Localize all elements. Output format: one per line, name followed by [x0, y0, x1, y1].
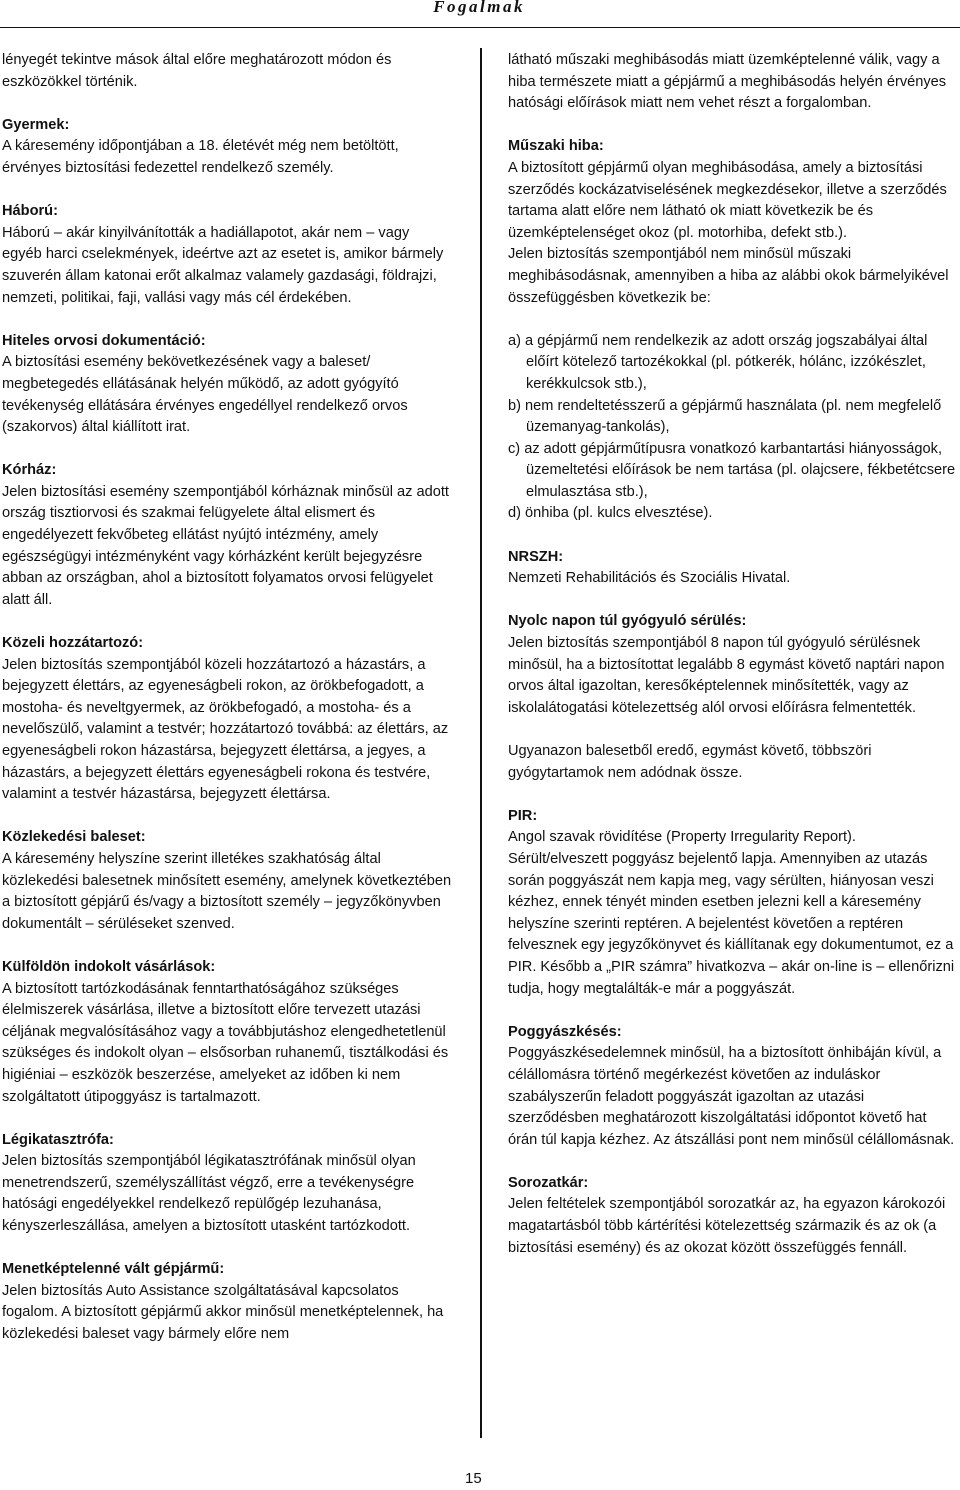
- continued-paragraph: [508, 50, 958, 115]
- definition-heading: Sorozatkár:: [508, 1174, 589, 1191]
- definition-heading: Kórház:: [2, 462, 57, 479]
- definition-text: Jelen biztosítás Auto Assistance szolgáltatásával kapcsolatos fogalom. A biztosított gépjármű akkor minősül menetképtelennek, ha közlekedési baleset vagy bármely előre nem: [2, 1282, 444, 1343]
- definition-heading: Közeli hozzátartozó:: [2, 635, 144, 652]
- definition-text: Ugyanazon balesetből eredő, egymást követő, többszöri gyógytartamok nem adódnak össze.: [508, 743, 872, 781]
- list-item: d) önhiba (pl. kulcs elvesztése).: [508, 505, 713, 522]
- definition-text: A biztosított gépjármű olyan meghibásodása, amely a biztosítási szerződés kockázatviselésének megkezdésekor, illetve a szerződés tartama alatt előre nem látható ok miatt következik be és üzemképtelenséget okoz (pl. motorhiba, defekt stb.).: [508, 159, 947, 241]
- left-column: [2, 50, 452, 1367]
- list-item: b) nem rendeltetésszerű a gépjármű használata (pl. nem megfelelő üzemanyag-tankolás),: [508, 397, 942, 436]
- exclusion-list-section: [508, 331, 958, 525]
- definition-heading: Hiteles orvosi dokumentáció:: [2, 332, 206, 349]
- definition-text: Nemzeti Rehabilitációs és Szociális Hivatal.: [508, 570, 791, 587]
- definition-heading: Műszaki hiba:: [508, 138, 604, 155]
- definition-pir: [508, 806, 958, 1000]
- definition-heading: Gyermek:: [2, 116, 70, 133]
- definition-haboru: [2, 201, 452, 309]
- definition-text: A káresemény helyszíne szerint illetékes szakhatóság által közlekedési balesetnek minősített esemény, amelynek következtében a biztosított gépjárű és/vagy a biztosított személy – jegyzőkönyvben dokumentált – sérüléseket szenved.: [2, 850, 452, 932]
- definition-text: Jelen biztosítás szempontjából 8 napon túl gyógyuló sérülésnek minősül, ha a biztosítottat legalább 8 egymást követő naptári napon orvos által igazoltan, keresőképtelennek minősítették, vagy az iskolalátogatási kötelezettség alól orvosi előírásra felmentették.: [508, 635, 945, 716]
- column-divider: [480, 48, 482, 1438]
- definition-legikatasztrofa: [2, 1130, 452, 1238]
- definition-muszaki-hiba: [508, 136, 958, 309]
- right-column: [508, 50, 958, 1281]
- definition-kozeli-hozzatartozo: [2, 633, 452, 806]
- definition-heading: Légikatasztrófa:: [2, 1131, 114, 1148]
- definition-text: Jelen biztosítás szempontjából légikatasztrófának minősül olyan menetrendszerű, személyszállítást végző, erre a tevékenységre hatósági engedélyekkel rendelkező repülőgép lezuhanása, kényszerleszállása, amelyen a biztosított utasként tartózkodott.: [2, 1153, 416, 1235]
- definition-nyolc-napon-tul: [508, 611, 958, 719]
- definition-text: Angol szavak rövidítése (Property Irregularity Report). Sérült/elveszett poggyász bejelentő lapja. Amennyiben az utazás során poggyászát nem kapja meg, vagy sérülten, hiányosan veszi kézhez, ennek tényét minden esetben jelezni kell a káresemény helyszíne szerinti reptéren. A bejelentést követően a reptéren felvesznek egy jegyzőkönyvet és kiállítanak egy dokumentumot, ez a PIR. Később a „PIR számra” hivatkozva – akár on-line is – ellenőrizni tudja, hogy megtalálták-e már a poggyászát.: [508, 829, 955, 997]
- definition-text: Jelen biztosítás szempontjából közeli hozzátartozó a házastárs, a bejegyzett élettárs, az egyeneságbeli rokon, az örökbefogadott, a mostoha- és neveltgyermek, az örökbefogadó, a mostoha- és a nevelőszülő, valamint a testvér; hozzátartozó továbbá: az élettárs, az egyeneságbeli rokon házastársa, bejegyzett élettársa, a jegyes, a házastárs, a bejegyzett élettárs egyeneságbeli rokona és testvére, valamint a testvér házastársa, bejegyzett élettársa.: [2, 656, 449, 803]
- header-rule: [0, 27, 960, 28]
- definition-text: Jelen biztosítási esemény szempontjából kórháznak minősül az adott ország tisztiorvosi és szakmai felügyelete által elismert és engedélyezett fekvőbeteg ellátást nyújtó intézmény, amely egészségügyi intézményként vagy kórházként került bejegyzésre abban az országban, ahol a biztosított folyamatos orvosi felügyelet alatt áll.: [2, 483, 449, 608]
- definition-text: A biztosított tartózkodásának fenntarthatóságához szükséges élelmiszerek vásárlása, illetve a biztosított előre tervezett utazási céljának megvalósításához vagy a továbbjutáshoz elengedhetetlenül szükséges és indokolt olyan – elsősorban ruhanemű, tisztálkodási és higiéniai – eszközök beszerzése, amelyeket az időben ki nem szolgáltatott útipoggyász is tartalmazott.: [2, 980, 449, 1105]
- definition-kulfoldon-indokolt-vasarlasok: [2, 957, 452, 1108]
- page-number: 15: [465, 1470, 482, 1487]
- definition-kozlekedesi-baleset: [2, 827, 452, 935]
- definition-menetkeptelenne-valt-gepjarmu: [2, 1259, 452, 1345]
- definition-heading: NRSZH:: [508, 548, 564, 565]
- definition-hiteles-orvosi-dokumentacio: [2, 331, 452, 439]
- continued-text: látható műszaki meghibásodás miatt üzemképtelenné válik, vagy a hiba természete miatt a gépjármű a meghibásodás helyén érvényes hatósági előírások miatt nem vehet részt a forgalomban.: [508, 52, 947, 112]
- list-item: c) az adott gépjárműtípusra vonatkozó karbantartási hiányosságok, üzemeltetési előírások be nem tartása (pl. olajcsere, fékbetétcsere elmulasztása stb.),: [508, 440, 956, 500]
- definition-korhaz: [2, 460, 452, 611]
- definition-text: Jelen feltételek szempontjából sorozatkár az, ha egyazon károkozói magatartásból több kártérítési kötelezettség származik és az ok (a biztosítási esemény) és az okozat között összefüggés fennáll.: [508, 1196, 946, 1256]
- definition-heading: Nyolc napon túl gyógyuló sérülés:: [508, 613, 747, 630]
- exclusion-list: [508, 331, 958, 525]
- definition-text: A káresemény időpontjában a 18. életévét még nem betöltött, érvényes biztosítási fedezettel rendelkező személy.: [2, 138, 399, 176]
- definition-sorozatkar: [508, 1173, 958, 1259]
- definition-nrszh: [508, 547, 958, 590]
- definition-heading: PIR:: [508, 807, 538, 824]
- definition-heading: Közlekedési baleset:: [2, 829, 146, 846]
- definition-heading: Menetképtelenné vált gépjármű:: [2, 1261, 225, 1278]
- page-header-title: Fogalmak: [433, 0, 525, 16]
- list-item: a) a gépjármű nem rendelkezik az adott ország jogszabályai által előírt kötelező tartozékokkal (pl. pótkerék, hólánc, izzókészlet, kerékkulcsok stb.),: [508, 332, 928, 392]
- definition-nyolc-napon-tul-note: [508, 741, 958, 784]
- intro-paragraph: [2, 50, 452, 93]
- definition-text: Jelen biztosítás szempontjából nem minősül műszaki meghibásodásnak, amennyiben a hiba az alábbi okok bármelyikével összefüggésben következik be:: [508, 246, 949, 306]
- definition-text: Háború – akár kinyilvánították a hadiállapotot, akár nem – vagy egyéb harci cselekmények, ideértve azt az esetet is, amikor bármely szuverén állam katonai erőt alkalmaz valamely gazdasági, földrajzi, nemzeti, politikai, faji, vallási vagy más cél érdekében.: [2, 224, 444, 306]
- intro-text: lényegét tekintve mások által előre meghatározott módon és eszközökkel történik.: [2, 52, 392, 90]
- definition-heading: Háború:: [2, 203, 58, 220]
- definition-heading: Külföldön indokolt vásárlások:: [2, 958, 216, 975]
- definition-gyermek: [2, 115, 452, 180]
- definition-poggyaszkeses: [508, 1022, 958, 1152]
- definition-text: A biztosítási esemény bekövetkezésének vagy a baleset/ megbetegedés ellátásának helyén működő, az adott gyógyító tevékenység ellátására érvényes engedéllyel rendelkező orvos (szakorvos) által kiállított irat.: [2, 354, 408, 436]
- definition-heading: Poggyászkésés:: [508, 1023, 622, 1040]
- definition-text: Poggyászkésedelemnek minősül, ha a biztosított önhibáján kívül, a célállomásra történő megérkezést követően az induláskor szabályszerűn feladott poggyászát igazoltan az utazási szerződésben meghatározott kiszolgáltatási időpontot követő hat órán túl kapja kézhez. Az átszállási pont nem minősül célállomásnak.: [508, 1045, 955, 1148]
